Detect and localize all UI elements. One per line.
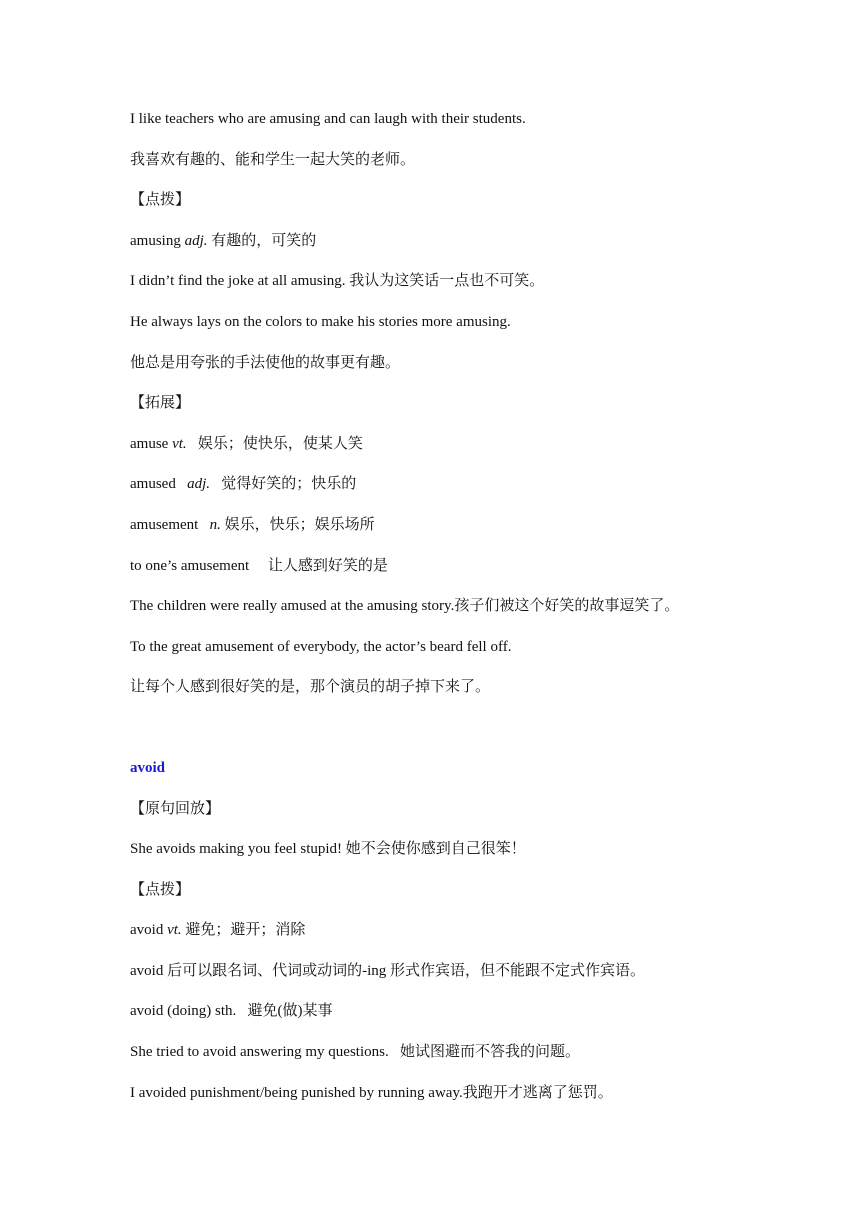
- example-sentence: She tried to avoid answering my questions. 她试图避而不答我的问题。: [130, 1044, 580, 1061]
- meaning: 避免；避开；消除: [181, 922, 306, 939]
- definition-amusing: [130, 230, 830, 271]
- section-heading-tuozhan: 【拓展】: [130, 395, 191, 412]
- example-translation: 让每个人感到很好笑的是，那个演员的胡子掉下来了。: [130, 679, 491, 696]
- example-sentence: I like teachers who are amusing and can laugh with their students.: [130, 111, 526, 127]
- part-of-speech: n.: [209, 516, 221, 533]
- part-of-speech: adj.: [184, 232, 208, 249]
- example-sentence: I didn’t find the joke at all amusing. 我认为这笑话一点也不可笑。: [130, 273, 545, 290]
- term: amusement: [130, 516, 210, 533]
- phrase-avoid-doing: avoid (doing) sth. 避免(做)某事: [130, 1003, 333, 1020]
- term: amusing: [130, 232, 185, 249]
- example-translation: 我喜欢有趣的、能和学生一起大笑的老师。: [130, 151, 416, 168]
- part-of-speech: vt.: [167, 922, 182, 939]
- term: amused: [130, 476, 188, 493]
- example-sentence: The children were really amused at the amusing story.孩子们被这个好笑的故事逗笑了。: [130, 598, 680, 615]
- meaning: 有趣的，可笑的: [207, 232, 317, 249]
- example-sentence: He always lays on the colors to make his stories more amusing.: [130, 313, 511, 330]
- meaning: 娱乐；使快乐，使某人笑: [186, 435, 363, 452]
- headword-avoid: avoid: [130, 759, 166, 776]
- section-heading-yuanju: 【原句回放】: [130, 800, 221, 817]
- meaning: 娱乐，快乐；娱乐场所: [220, 516, 375, 533]
- part-of-speech: adj.: [187, 476, 210, 493]
- example-sentence: She avoids making you feel stupid! 她不会使你感到自己很笨！: [130, 841, 526, 858]
- example-sentence: I avoided punishment/being punished by running away.我跑开才逃离了惩罚。: [130, 1084, 613, 1101]
- definition-amusement: [130, 514, 830, 555]
- section-heading-dianbo: 【点拨】: [130, 192, 191, 209]
- meaning: 觉得好笑的；快乐的: [210, 476, 357, 493]
- section-heading-dianbo: 【点拨】: [130, 881, 191, 898]
- document-page: [130, 108, 830, 1122]
- example-sentence: To the great amusement of everybody, the actor’s beard fell off.: [130, 638, 512, 655]
- term: amuse: [130, 435, 173, 452]
- usage-note: avoid 后可以跟名词、代词或动词的-ing 形式作宾语，但不能跟不定式作宾语。: [130, 962, 645, 979]
- example-translation: 他总是用夸张的手法使他的故事更有趣。: [130, 354, 401, 371]
- phrase-to-ones-amusement: to one’s amusement 让人感到好笑的是: [130, 557, 388, 574]
- term: avoid: [130, 922, 168, 939]
- definition-amuse: [130, 433, 830, 474]
- part-of-speech: vt.: [172, 435, 187, 452]
- definition-avoid: [130, 919, 830, 960]
- definition-amused: [130, 473, 830, 514]
